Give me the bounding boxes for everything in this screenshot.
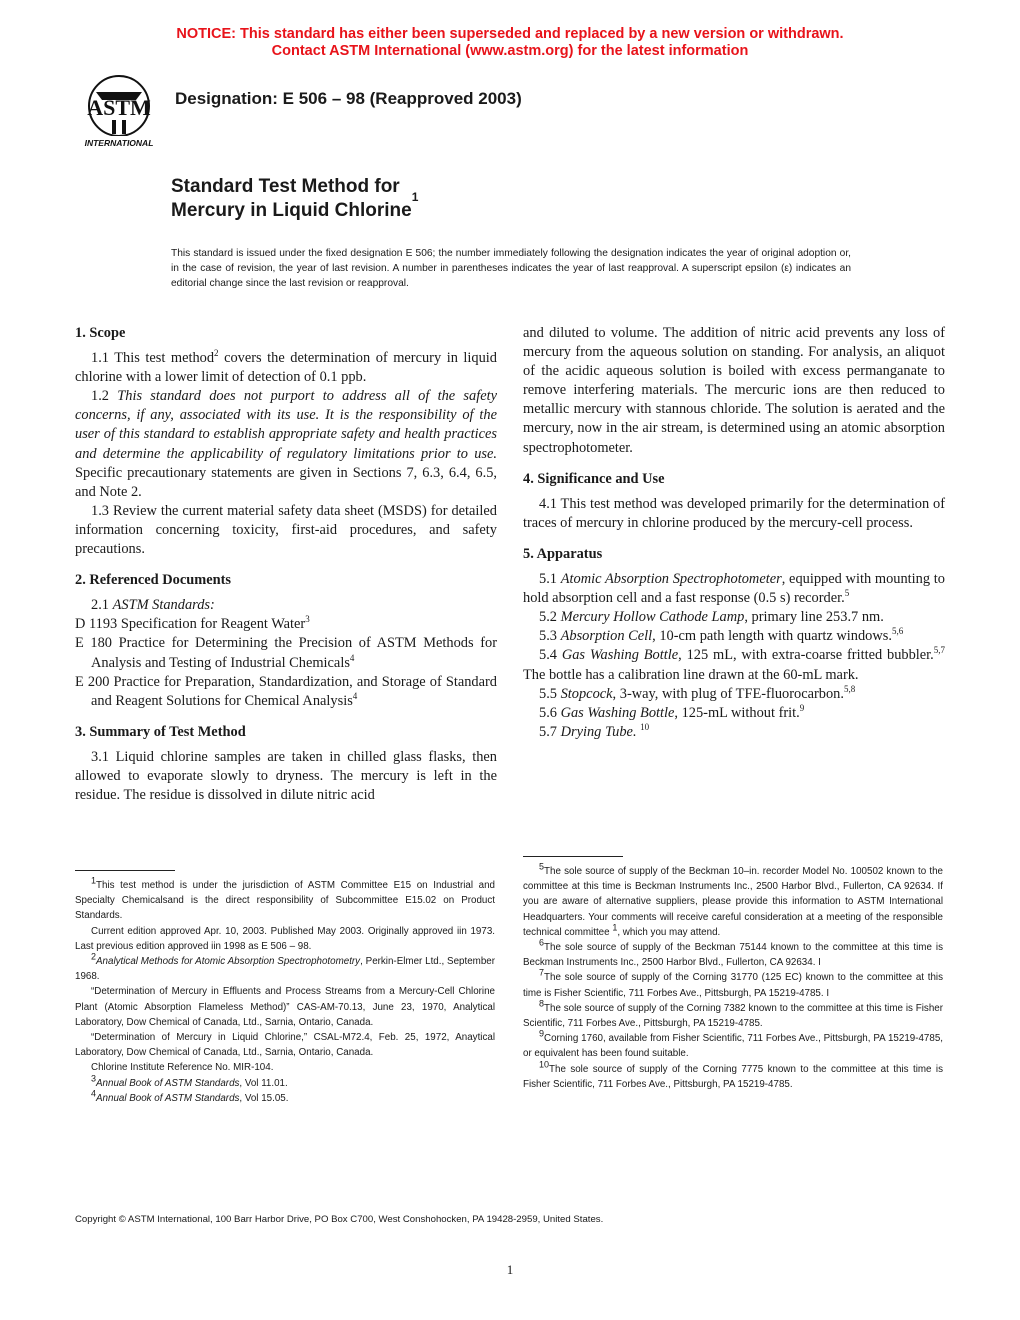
designation: Designation: E 506 – 98 (Reapproved 2003) (175, 89, 522, 108)
section-5-heading: 5. Apparatus (523, 545, 603, 562)
title-line-1: Standard Test Method for (171, 176, 400, 197)
section-2-heading: 2. Referenced Documents (75, 572, 231, 589)
para-5-7: 5.7 Drying Tube. $^{10}$ (539, 721, 650, 740)
para-5-2: 5.2 Mercury Hollow Cathode Lamp, primary line 253.7 nm. (539, 609, 884, 626)
astm-logo (76, 72, 162, 150)
para-3-1-part-2: and diluted to volume. The addition of nitric acid prevents any loss of mercury from the aqueous solution on standing. For analysis, an aliquot of the acidic aqueous solution is boiled with excess permanganate to remove interfering materials. The mercuric ions are then reduced to metallic mercury with stannous chloride. The solution is aerated and the mercury, now in the air stream, is determined using an atomic absorption spectrophotometer. (523, 325, 945, 456)
para-5-3: 5.3 Absorption Cell, 10-cm path length with quartz windows.$^{5,6}$ (539, 626, 904, 645)
left-column (75, 324, 497, 805)
footnote-2c: “Determination of Mercury in Liquid Chlorine,” CSAL-M72.4, Feb. 25, 1972, Anaytical Laboratory, Dow Chemical of Canada, Ltd., Sarnia, Ontario, Canada. (75, 1032, 495, 1059)
footnotes-left (75, 875, 495, 1106)
footnote-divider-left (75, 870, 175, 871)
footnote-2b: “Determination of Mercury in Effluents and Process Streams from a Mercury-Cell Chlorine Plant (Atomic Absorption Flameless Method)” CAS-AM-70.13, June 23, 1970, Analytical Laboratory, Dow Chemical of Canada, Ltd., Sarnia, Ontario, Canada. (75, 986, 495, 1028)
ref-e180: E 180 Practice for Determining the Precision of ASTM Methods for Analysis and Testing of Industrial Chemicals$^4$ (75, 635, 497, 671)
para-4-1: 4.1 This test method was developed primarily for the determination of traces of mercury in chlorine produced by the mercury-cell process. (523, 495, 945, 531)
preamble: This standard is issued under the fixed designation E 506; the number immediately following the designation indicates the year of original adoption or, in the case of revision, the year of last revision. A number in parentheses indicates the year of last reapproval. A superscript epsilon (ε) indicates an editorial change since the last revision or reapproval. (171, 248, 851, 289)
footnote-5: $^5$The sole source of supply of the Beckman 10–in. recorder Model No. 100502 known to the committee at this time is Beckman Instruments Inc., 2500 Harbor Blvd., Fullerton, CA 92634. If you are aware of alternative suppliers, please provide this information to ASTM International Headquarters. Your comments will receive careful consideration at a meeting of the responsible technical committee $^1$, which you may attend. (523, 861, 943, 938)
footnote-divider-right (523, 856, 623, 857)
footnote-8: $^8$The sole source of supply of the Corning 7382 known to the committee at this time is Fisher Scientific, 711 Forbes Ave., Pittsburgh, PA 15219-4785. (523, 998, 943, 1030)
para-5-5: 5.5 Stopcock, 3-way, with plug of TFE-fluorocarbon.$^{5,8}$ (539, 683, 856, 702)
footnotes-right (523, 861, 943, 1092)
footnote-2: $^2$Analytical Methods for Atomic Absorption Spectrophotometry, Perkin-Elmer Ltd., September 1968. (75, 951, 495, 983)
para-1-2: 1.2 This standard does not purport to address all of the safety concerns, if any, associated with its use. It is the responsibility of the user of this standard to establish appropriate safety and health practices and determine the applicability of regulatory limitations prior to use. Specific precautionary statements are given in Sections 7, 6.3, 6.4, 6.5, and Note 2. (75, 388, 497, 500)
title-line-2 (171, 190, 419, 223)
ref-e200: E 200 Practice for Preparation, Standardization, and Storage of Standard and Reagent Solutions for Chemical Analysis$^4$ (75, 673, 497, 709)
para-1-1: 1.1 This test method$^2$ covers the determination of mercury in liquid chlorine with a lower limit of detection of 0.1 ppb. (75, 348, 497, 386)
footnote-1b: Current edition approved Apr. 10, 2003. Published May 2003. Originally approved iin 1973. Last previous edition approved iin 1998 as E 506 – 98. (75, 925, 495, 952)
footnote-3: $^3$Annual Book of ASTM Standards, Vol 11.01. (91, 1073, 288, 1089)
footnote-1: $^1$This test method is under the jurisdiction of ASTM Committee E15 on Industrial and Specialty Chemicalsand is the direct responsibility of Subcommittee E15.02 on Product Standards. (75, 875, 495, 922)
para-2-1: 2.1 ASTM Standards: (91, 597, 215, 614)
title-line-2-text: Mercury in Liquid Chlorine (171, 200, 412, 221)
ref-d1193: D 1193 Specification for Reagent Water$^3$ (75, 614, 310, 633)
page-number: 1 (506, 1262, 514, 1277)
para-5-6: 5.6 Gas Washing Bottle, 125-mL without frit.$^9$ (539, 702, 805, 721)
notice-line-2: Contact ASTM International (www.astm.org) for the latest information (271, 43, 749, 59)
copyright: Copyright © ASTM International, 100 Barr Harbor Drive, PO Box C700, West Conshohocken, PA 19428-2959, United States. (75, 1214, 604, 1225)
right-column (523, 324, 945, 742)
logo-subtext: INTERNATIONAL (84, 138, 154, 148)
section-3-heading: 3. Summary of Test Method (75, 723, 246, 740)
para-1-3: 1.3 Review the current material safety data sheet (MSDS) for detailed information concerning toxicity, first-aid procedures, and safety precautions. (75, 502, 497, 558)
para-3-1-part-1: 3.1 Liquid chlorine samples are taken in chilled glass flasks, then allowed to evaporate slowly to dryness. The mercury is left in the residue. The residue is dissolved in dilute nitric acid (75, 748, 497, 804)
supersede-notice (0, 26, 1020, 60)
footnote-10: $^{10}$The sole source of supply of the Corning 7775 known to the committee at this time is Fisher Scientific, 711 Forbes Ave., Pittsburgh, PA 15219-4785. (523, 1059, 943, 1090)
section-1-heading: 1. Scope (75, 325, 126, 341)
section-4-heading: 4. Significance and Use (523, 470, 665, 487)
logo-text: ASTM (87, 95, 151, 120)
title-footnote-mark: 1 (411, 190, 419, 204)
footnote-9: $^9$Corning 1760, available from Fisher Scientific, 711 Forbes Ave., Pittsburgh, PA 15219-4785, or equivalent has been found suitable. (523, 1028, 943, 1060)
footnote-4: $^4$Annual Book of ASTM Standards, Vol 15.05. (91, 1088, 289, 1104)
footnote-6: $^6$The sole source of supply of the Beckman 75144 known to the committee at this time is Beckman Instruments Inc., 2500 Harbor Blvd., Fullerton, CA 92634. I (523, 937, 943, 969)
para-5-1: 5.1 Atomic Absorption Spectrophotometer, equipped with mounting to hold absorption cell and a fast response (0.5 s) recorder.$^5$ (523, 571, 946, 607)
footnote-7: $^7$The sole source of supply of the Corning 31770 (125 EC) known to the committee at this time is Fisher Scientific, 711 Forbes Ave., Pittsburgh, PA 15219-4785. I (523, 968, 943, 999)
footnote-2d: Chlorine Institute Reference No. MIR-104. (91, 1062, 274, 1074)
document-title (171, 175, 418, 223)
para-5-4: 5.4 Gas Washing Bottle, 125 mL, with extra-coarse fritted bubbler.$^{5,7}$ The bottle has a calibration line drawn at the 60-mL mark. (523, 645, 946, 683)
notice-line-1: NOTICE: This standard has either been superseded and replaced by a new version or withdrawn. (176, 26, 844, 42)
